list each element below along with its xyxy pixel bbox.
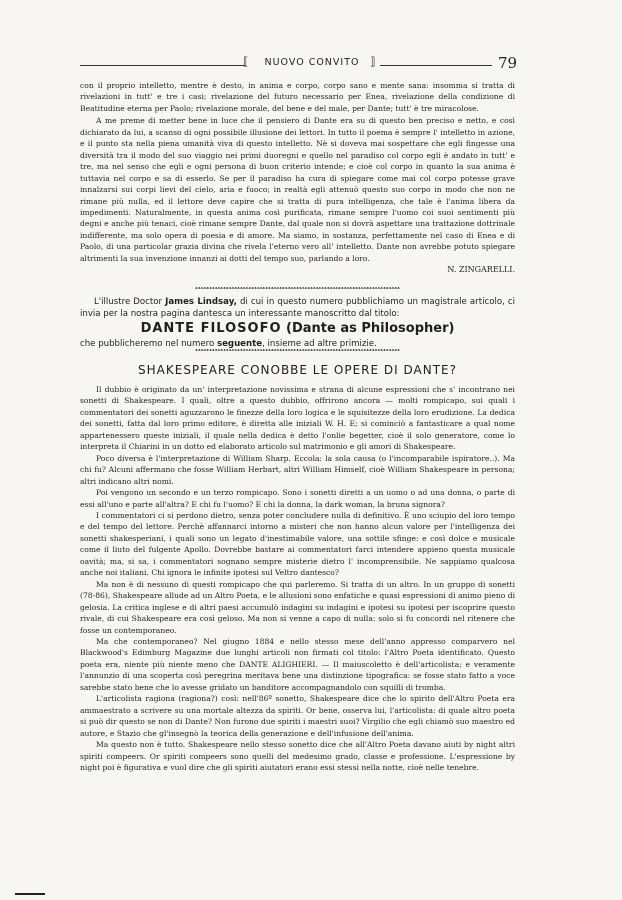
notice-text-4: , insieme ad altre primizie. bbox=[262, 339, 377, 349]
article-title: SHAKESPEARE CONOBBE LE OPERE DI DANTE? bbox=[138, 363, 457, 377]
article-body bbox=[80, 384, 515, 773]
article-paragraph-2: Poco diversa è l'interpretazione di William Sharp. Eccola: la sola causa (o l'incomparabile ispiratore..). Ma chi fu? Alcuni affermano che fosse William Herbart, altri William Himself, cioè William Shakespeare in persona; altri indicano altri nomi. bbox=[80, 453, 515, 486]
notice-text-2: di cui in questo numero pubblichiamo un magistrale articolo, ci invia per la nostra pagina dantesca un interessante manoscritto dal titolo: bbox=[80, 297, 516, 319]
author-name: James Lindsay, bbox=[165, 297, 237, 307]
header-rule-right bbox=[380, 65, 492, 66]
header-ornament-left: ⟦ bbox=[243, 55, 249, 68]
article-paragraph-8: Ma questo non è tutto. Shakespeare nello stesso sonetto dice che all'Altro Poeta davano aiuti by night altri spiriti compeers. Or spiriti compeers sono quelli del medesimo grado, classe e professione. L'espressione by night poi è figurativa e vuol dire che gli spiriti aiutatori erano essi stessi nella notte, cioè nelle tenebre. bbox=[80, 740, 515, 772]
intro-text bbox=[80, 80, 515, 276]
ornament-rule-bottom: ᵜᵜᵜᵜᵜᵜᵜᵜᵜᵜᵜᵜᵜᵜᵜᵜᵜᵜᵜᵜᵜᵜᵜᵜᵜᵜᵜᵜᵜᵜᵜᵜᵜᵜᵜᵜᵜᵜᵜᵜᵜᵜᵜᵜᵜᵜᵜᵜᵜᵜᵜᵜᵜᵜᵜᵜᵜᵜᵜᵜᵜᵜᵜᵜᵜᵜᵜᵜᵜᵜᵜᵜᵜ bbox=[195, 348, 400, 355]
running-header bbox=[80, 54, 518, 76]
announced-title bbox=[80, 320, 515, 338]
notice-text-3: che pubblicheremo nel numero bbox=[80, 339, 217, 349]
editorial-notice bbox=[80, 296, 515, 350]
announced-title-main: DANTE FILOSOFO bbox=[140, 321, 282, 336]
page-number: 79 bbox=[498, 54, 518, 72]
notice-text-1: L'illustre Doctor bbox=[94, 297, 166, 307]
article-paragraph-5: Ma non è di nessuno di questi rompicapo che qui parleremo. Si tratta di un altro. In un gruppo di sonetti (78-86), Shakespeare allude ad un Altro Poeta, e le allusioni sono enfatiche e quasi espressioni di animo pieno di gelosia. La critica inglese e di altri paesi accumulò indagini su indagini e ipotesi su ipotesi per iscoprire questo rivale, di cui Shakespeare era così geloso. Ma non si venne a capo di nulla: solo si fu concordi nel ritenere che fosse un contemporaneo. bbox=[80, 579, 515, 635]
journal-title: NUOVO CONVITO bbox=[264, 57, 360, 68]
scan-mark bbox=[15, 893, 45, 895]
announced-title-sub: (Dante as Philosopher) bbox=[286, 321, 455, 336]
intro-paragraph-2: A me preme di metter bene in luce che il pensiero di Dante era su di questo ben preciso e netto, e così dichiarato da lui, a scanso di ogni possibile illusione dei lettori. In tutto il poema è sempre l' intelletto in azione, e il punto sta nella piena umanità viva di questo intelletto. Nè si doveva mai sospettare che egli fingesse una diversità tra il modo del suo viaggio nei primi duoregni e quello nel paradiso col corpo egli è andato in tutt' e tre, ma nel senso che egli e ogni persona di buon criterio intende; e cioè col corpo in quanto la sua anima è tuttavia nel corpo e sa di esserlo. Se per il paradiso ha cura di spiegare come mai col corpo potesse grave innalzarsi sui corpi lievi del cielo, aria e fuoco; in realtà egli attenuò questo suo corpo in modo che non ne rimane più nulla, ed il lettore deve capire che si tratta di pura intelligenza, che tale è l'anima libera da impedimenti. Naturalmente, in questa anima così purificata, rimane sempre l'uomo coi suoi sentimenti più degni e anche più tenaci, cioè rimane sempre Dante, dal quale non si dovrà aspettare una trattazione dottrinale indifferente, ma solo opera di poesia e di amore. Ma siamo, in sostanza, perfettamente nel caso di Enea e di Paolo, di una particolar grazia divina che rivela l'eterno vero all' intelletto. Dante non avrebbe potuto spiegare altrimenti la sua invenzione innanzi ai dotti del tempo suo, parlando a loro. bbox=[80, 116, 515, 263]
header-rule-left bbox=[80, 65, 245, 66]
notice-next-issue: seguente bbox=[216, 339, 263, 349]
article-paragraph-7: L'articolista ragiona (ragiona?) così: nell'86º sonetto, Shakespeare dice che lo spirito dell'Altro Poeta era ammaestrato a scrivere su una mortale altezza da spiriti. Or bene, osserva lui, l'articolista: di quale altro poeta si può dir questo se non di Dante? Non furono due spiriti i maestri suoi? Virgilio che egli chiamò suo maestro ed autore, e Stazio che gl'insegnò la teorica della generazione e dell'infusione dell'anima. bbox=[80, 694, 515, 738]
ornament-rule-top: ᵜᵜᵜᵜᵜᵜᵜᵜᵜᵜᵜᵜᵜᵜᵜᵜᵜᵜᵜᵜᵜᵜᵜᵜᵜᵜᵜᵜᵜᵜᵜᵜᵜᵜᵜᵜᵜᵜᵜᵜᵜᵜᵜᵜᵜᵜᵜᵜᵜᵜᵜᵜᵜᵜᵜᵜᵜᵜᵜᵜᵜᵜᵜᵜᵜᵜᵜᵜᵜᵜᵜᵜᵜ bbox=[195, 286, 400, 293]
intro-paragraph-1: con il proprio intelletto, mentre è desto, in anima e corpo, corpo sano e mente sana: insomma si tratta di rivelazioni in tutt' e tre i casi; rivelazione del futuro necessario per Enea, rivelazione della condizione di Beatitudine eterna per Paolo; rivelazione morale, del bene e del male, per Dante; tutt' è tre miracolose. bbox=[80, 81, 515, 113]
article-paragraph-3: Poi vengono un secondo e un terzo rompicapo. Sono i sonetti diretti a un uomo o ad una donna, o parte di essi all'uno e parte all'altra? E chi fu l'uomo? E chi la donna, la dark woman, la bruna signora? bbox=[80, 488, 515, 509]
author-signature: N. ZINGARELLI. bbox=[447, 265, 515, 275]
article-paragraph-1: Il dubbio è originato da un' interpretazione novissima e strana di alcune espressioni che s' incontrano nei sonetti di Shakespeare. I quali, oltre a questo dubbio, offrirono ancora — molti rompicapo, sui quali i commentatori dei sonetti aguzzarono le finezze della loro logica e le squisitezze della loro erudizione. La dedica dei sonetti, fatta dal loro primo editore, è diretta alle iniziali W. H. E; si cominciò a fantasticare a qual nome appartenessero queste iniziali, il quale nella dedica è detto l'onlie begetter, cioè il solo generatore, come lo interpreta il Chiarini in un dotto ed elaborato articolo sul matrimonio e gli amori di Shakespeare. bbox=[80, 385, 515, 452]
article-paragraph-6: Ma che contemporaneo? Nel giugno 1884 e nello stesso mese dell'anno appresso comparvero nel Blackwood's Edimburg Magazine due lunghi articoli non firmati col titolo: l'Altro Poeta identificato. Questo poeta era, niente più niente meno che DANTE ALIGHIERI. — Il maiuscoletto è dell'articolista; e veramente l'annunzio di una scoperta così peregrina meritava bene una distinzione tipografica: se fosse stato fatto a voce sarebbe stato bene che lo avesse gridato un banditore accompagnandolo con squilli di tromba. bbox=[80, 636, 515, 692]
article-paragraph-4: I commentatori ci si perdono dietro, senza poter concludere nulla di definitivo. È uno sciupio del loro tempo e del tempo del lettore. Perchè affannarci intorno a misteri che non hanno alcun valore per l'intelligenza dei sonetti shakesperiani, i quali sono un legato d'inestimabile valore, una sottile sfinge: e così dolce e musicale come il liuto del fulgente Apollo. Dovrebbe bastare ai commentatori farci intendere appieno questa musicale oavità; ma, si sa, i commentatori sognano sempre misterie dietro l' incomprensibile. Ne sappiamo qualcosa anche noi italiani. Chi ignora le infinite ipotesi sul Veltro dantesco? bbox=[80, 510, 515, 578]
header-ornament-right: ⟧ bbox=[370, 55, 376, 68]
